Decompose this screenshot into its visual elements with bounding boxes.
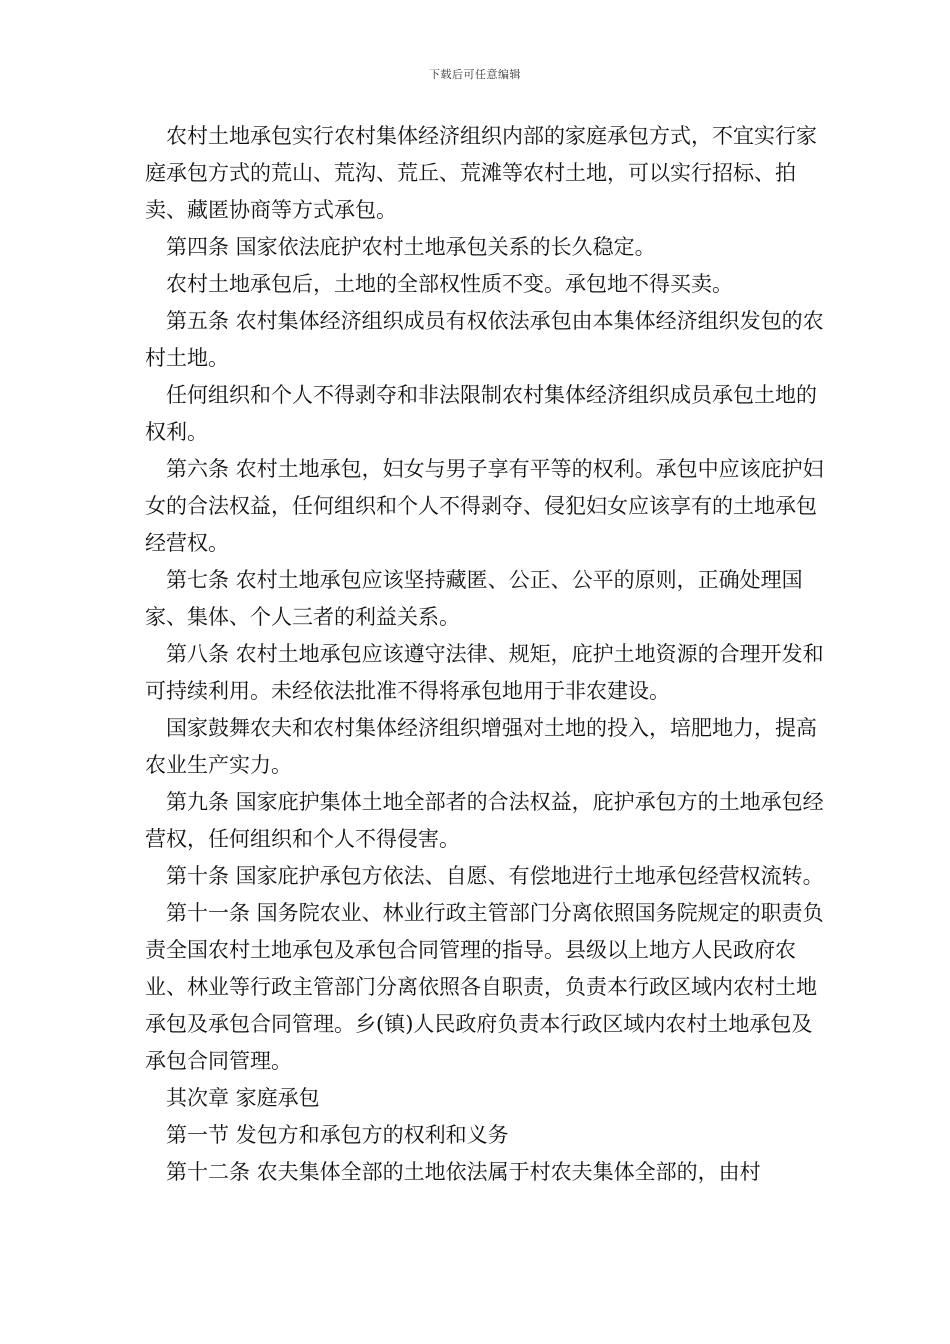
article-4: 第四条 国家依法庇护农村土地承包关系的长久稳定。 (166, 235, 656, 259)
paragraph: 农村土地承包后，土地的全部权性质不变。承包地不得买卖。 (166, 272, 733, 296)
paragraph: 国家鼓舞农夫和农村集体经济组织增强对土地的投入，培肥地力，提高农业生产实力。 (145, 716, 817, 777)
article-8: 第八条 农村土地承包应该遵守法律、规矩，庇护土地资源的合理开发和可持续利用。未经依法批准不得将承包地用于非农建设。 (145, 642, 824, 703)
paragraph: 任何组织和个人不得剥夺和非法限制农村集体经济组织成员承包土地的权利。 (145, 383, 817, 444)
document-body (145, 118, 825, 1191)
chapter-heading: 其次章 家庭承包 (166, 1086, 320, 1110)
paragraph: 农村土地承包实行农村集体经济组织内部的家庭承包方式，不宜实行家庭承包方式的荒山、荒沟、荒丘、荒滩等农村土地，可以实行招标、拍卖、藏匿协商等方式承包。 (145, 124, 817, 222)
article-10: 第十条 国家庇护承包方依法、自愿、有偿地进行土地承包经营权流转。 (166, 864, 824, 888)
article-5: 第五条 农村集体经济组织成员有权依法承包由本集体经济组织发包的农村土地。 (145, 309, 824, 370)
article-9: 第九条 国家庇护集体土地全部者的合法权益，庇护承包方的土地承包经营权，任何组织和个人不得侵害。 (145, 790, 824, 851)
header-note: 下载后可任意编辑 (429, 68, 521, 81)
article-12: 第十二条 农夫集体全部的土地依法属于村农夫集体全部的，由村 (166, 1160, 761, 1184)
article-11: 第十一条 国务院农业、林业行政主管部门分离依照国务院规定的职责负责全国农村土地承包及承包合同管理的指导。县级以上地方人民政府农业、林业等行政主管部门分离依照各自职责，负责本行政区域内农村土地承包及承包合同管理。乡(镇)人民政府负责本行政区域内农村土地承包及承包合同管理。 (145, 901, 824, 1073)
article-6: 第六条 农村土地承包，妇女与男子享有平等的权利。承包中应该庇护妇女的合法权益，任何组织和个人不得剥夺、侵犯妇女应该享有的土地承包经营权。 (145, 457, 824, 555)
article-7: 第七条 农村土地承包应该坚持藏匿、公正、公平的原则，正确处理国家、集体、个人三者的利益关系。 (145, 568, 803, 629)
section-heading: 第一节 发包方和承包方的权利和义务 (166, 1123, 509, 1147)
